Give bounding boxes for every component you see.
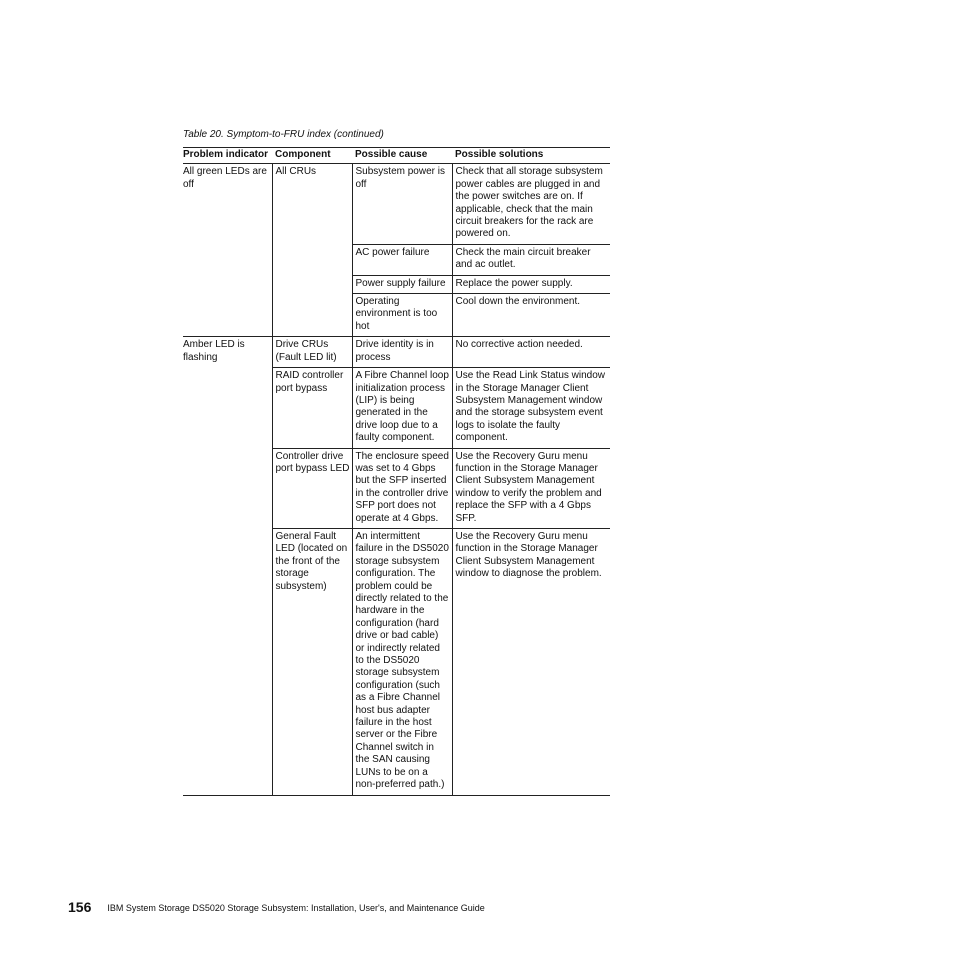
- footer-title: IBM System Storage DS5020 Storage Subsystem: Installation, User's, and Maintenance Guide: [107, 903, 485, 913]
- header-problem: Problem indicator: [183, 148, 272, 164]
- cause-cell: Operating environment is too hot: [352, 294, 452, 337]
- cause-cell: A Fibre Channel loop initialization process (LIP) is being generated in the drive loop due to a faulty component.: [352, 368, 452, 448]
- component-cell: Drive CRUs (Fault LED lit): [272, 337, 352, 368]
- solution-cell: Check the main circuit breaker and ac outlet.: [452, 244, 610, 275]
- cause-cell: Drive identity is in process: [352, 337, 452, 368]
- header-solutions: Possible solutions: [452, 148, 610, 164]
- solution-cell: Cool down the environment.: [452, 294, 610, 337]
- table-caption: Table 20. Symptom-to-FRU index (continued): [183, 129, 384, 140]
- cause-cell: The enclosure speed was set to 4 Gbps but the SFP inserted in the controller drive SFP port does not operate at 4 Gbps.: [352, 448, 452, 528]
- cause-cell: Subsystem power is off: [352, 164, 452, 244]
- component-cell: All CRUs: [272, 164, 352, 337]
- table-header-row: [183, 148, 610, 164]
- cause-cell: Power supply failure: [352, 275, 452, 293]
- solution-cell: No corrective action needed.: [452, 337, 610, 368]
- component-cell: General Fault LED (located on the front of the storage subsystem): [272, 528, 352, 795]
- component-cell: RAID controller port bypass: [272, 368, 352, 448]
- header-cause: Possible cause: [352, 148, 452, 164]
- solution-cell: Check that all storage subsystem power cables are plugged in and the power switches are on. If applicable, check that the main circuit breakers for the rack are powered on.: [452, 164, 610, 244]
- cause-cell: AC power failure: [352, 244, 452, 275]
- solution-cell: Use the Recovery Guru menu function in the Storage Manager Client Subsystem Management window to diagnose the problem.: [452, 528, 610, 795]
- component-cell: Controller drive port bypass LED: [272, 448, 352, 528]
- cause-cell: An intermittent failure in the DS5020 storage subsystem configuration. The problem could be directly related to the hardware in the configuration (hard drive or bad cable) or indirectly related to the DS5020 storage subsystem configuration (such as a Fibre Channel host bus adapter failure in the host server or the Fibre Channel switch in the SAN causing LUNs to be on a non-preferred path.): [352, 528, 452, 795]
- problem-cell: Amber LED is flashing: [183, 337, 272, 795]
- solution-cell: Use the Recovery Guru menu function in the Storage Manager Client Subsystem Management window to verify the problem and replace the SFP with a 4 Gbps SFP.: [452, 448, 610, 528]
- symptom-table: [183, 147, 610, 796]
- page-number: 156: [68, 899, 92, 915]
- problem-cell: All green LEDs are off: [183, 164, 272, 337]
- solution-cell: Replace the power supply.: [452, 275, 610, 293]
- table-row: [183, 164, 610, 244]
- page-footer: [68, 899, 485, 915]
- table-row: [183, 337, 610, 368]
- solution-cell: Use the Read Link Status window in the Storage Manager Client Subsystem Management window and the storage subsystem event logs to isolate the faulty component.: [452, 368, 610, 448]
- header-component: Component: [272, 148, 352, 164]
